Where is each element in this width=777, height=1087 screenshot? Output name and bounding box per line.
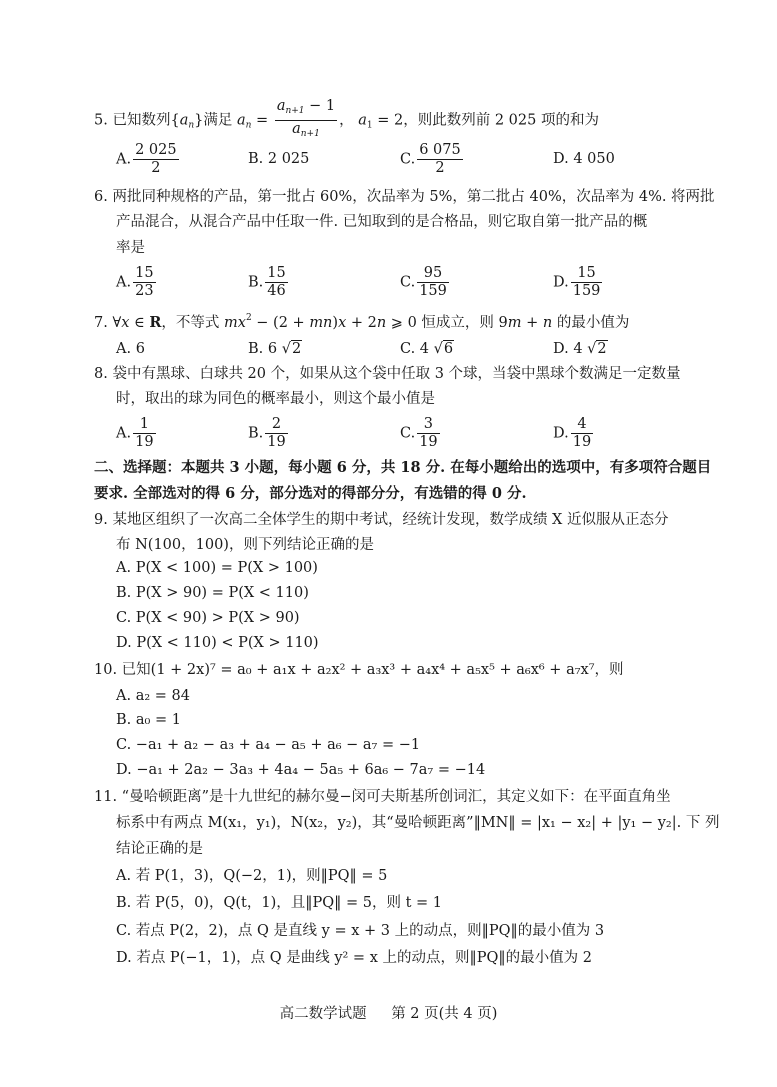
q8-option-d: D. $\frac{4}{19}$ (553, 416, 592, 450)
q6-option-a: A. $\frac{15}{23}$ (116, 265, 154, 299)
q10-stem: 10. 已知(1 + 2x)⁷ = a₀ + a₁x + a₂x² + a₃x³ + a₄x⁴ + a₅x⁵ + a₆x⁶ + a₇x⁷，则 (94, 662, 624, 678)
section2-line-1: 二、选择题：本题共 3 小题，每小题 6 分，共 18 分. 在每小题给出的选项中，有多项符合题目 (94, 459, 712, 476)
q11-line-3: 结论正确的是 (116, 841, 203, 857)
q6-line-3: 率是 (116, 240, 145, 256)
q7-option-c: C. 4 √6 (400, 341, 454, 357)
q11-line-2: 标系中有两点 M(x₁，y₁)，N(x₂，y₂)，其“曼哈顿距离”‖MN‖ = |x₁ − x₂| + |y₁ − y₂|. 下 列 (116, 815, 720, 831)
q10-option-d: D. −a₁ + 2a₂ − 3a₃ + 4a₄ − 5a₅ + 6a₆ − 7a₇ = −14 (116, 762, 486, 778)
q5-option-c: C. $\frac{6 075}{2}$ (400, 142, 461, 176)
q8-option-a: A. $\frac{1}{19}$ (116, 416, 154, 450)
q6-line-1: 6. 两批同种规格的产品，第一批占 60%，次品率为 5%，第二批占 40%，次品率为 4%. 将两批 (94, 189, 715, 205)
q11-option-a: A. 若 P(1，3)，Q(−2，1)，则‖PQ‖ = 5 (116, 868, 388, 884)
q9-option-a: A. P(X < 100) = P(X > 100) (116, 560, 318, 576)
q11-line-1: 11. “曼哈顿距离”是十九世纪的赫尔曼−闵可夫斯基所创词汇，其定义如下：在平面直角坐 (94, 789, 671, 805)
q6-option-c: C. $\frac{95}{159}$ (400, 265, 447, 299)
q5-option-b: B. 2 025 (248, 151, 310, 167)
footer-subject: 高二数学试题 (279, 1006, 367, 1022)
q10-option-b: B. a₀ = 1 (116, 712, 181, 728)
section2-line-2: 要求. 全部选对的得 6 分，部分选对的得部分分，有选错的得 0 分. (94, 485, 527, 502)
q8-line-1: 8. 袋中有黑球、白球共 20 个，如果从这个袋中任取 3 个球，当袋中黑球个数满足一定数量 (94, 366, 681, 382)
q7-option-b: B. 6 √2 (248, 341, 302, 357)
q8-option-c: C. $\frac{3}{19}$ (400, 416, 438, 450)
page-footer (0, 1002, 777, 1023)
q9-line-1: 9. 某地区组织了一次高二全体学生的期中考试，经统计发现，数学成绩 X 近似服从正态分 (94, 512, 669, 528)
q7-stem: 7. ∀x ∈ R，不等式 $mx^2 - (2 + mn)x + 2n$ ⩾ 0 恒成立，则 9m + n 的最小值为 (94, 313, 630, 331)
q8-option-b: B. $\frac{2}{19}$ (248, 416, 286, 450)
q5-option-d: D. 4 050 (553, 151, 615, 167)
q7-option-a: A. 6 (116, 341, 145, 357)
q8-line-2: 时，取出的球为同色的概率最小，则这个最小值是 (116, 391, 435, 407)
q11-option-c: C. 若点 P(2，2)，点 Q 是直线 y = x + 3 上的动点，则‖PQ‖的最小值为 3 (116, 923, 605, 939)
q6-line-2: 产品混合，从混合产品中任取一件. 已知取到的是合格品，则它取自第一批产品的概 (116, 214, 648, 230)
q9-option-b: B. P(X > 90) = P(X < 110) (116, 585, 309, 601)
q10-option-a: A. a₂ = 84 (116, 688, 190, 704)
q5-option-a: A. $\frac{2 025}{2}$ (116, 142, 177, 176)
footer-page-number: 第 2 页(共 4 页) (391, 1006, 498, 1022)
q5-stem: 5. 已知数列$\{a_n\}$满足 $a_n$ = $\frac{a_{n+1} - 1}{a_{n+1}}$ ， $a_1 = 2$，则此数列前 2 025 项的和为 (94, 98, 599, 143)
q10-option-c: C. −a₁ + a₂ − a₃ + a₄ − a₅ + a₆ − a₇ = −1 (116, 737, 421, 753)
q5-fraction: $\frac{a_{n+1} - 1}{a_{n+1}}$ (276, 98, 336, 139)
q11-option-b: B. 若 P(5，0)，Q(t，1)，且‖PQ‖ = 5，则 t = 1 (116, 895, 443, 911)
q7-option-d: D. 4 √2 (553, 341, 607, 357)
q9-option-d: D. P(X < 110) < P(X > 110) (116, 635, 319, 651)
q9-option-c: C. P(X < 90) > P(X > 90) (116, 610, 300, 626)
q11-option-d: D. 若点 P(−1，1)，点 Q 是曲线 y² = x 上的动点，则‖PQ‖的最小值为 2 (116, 950, 592, 966)
q6-option-b: B. $\frac{15}{46}$ (248, 265, 286, 299)
q9-line-2: 布 N(100，100)，则下列结论正确的是 (116, 537, 374, 553)
q6-option-d: D. $\frac{15}{159}$ (553, 265, 601, 299)
